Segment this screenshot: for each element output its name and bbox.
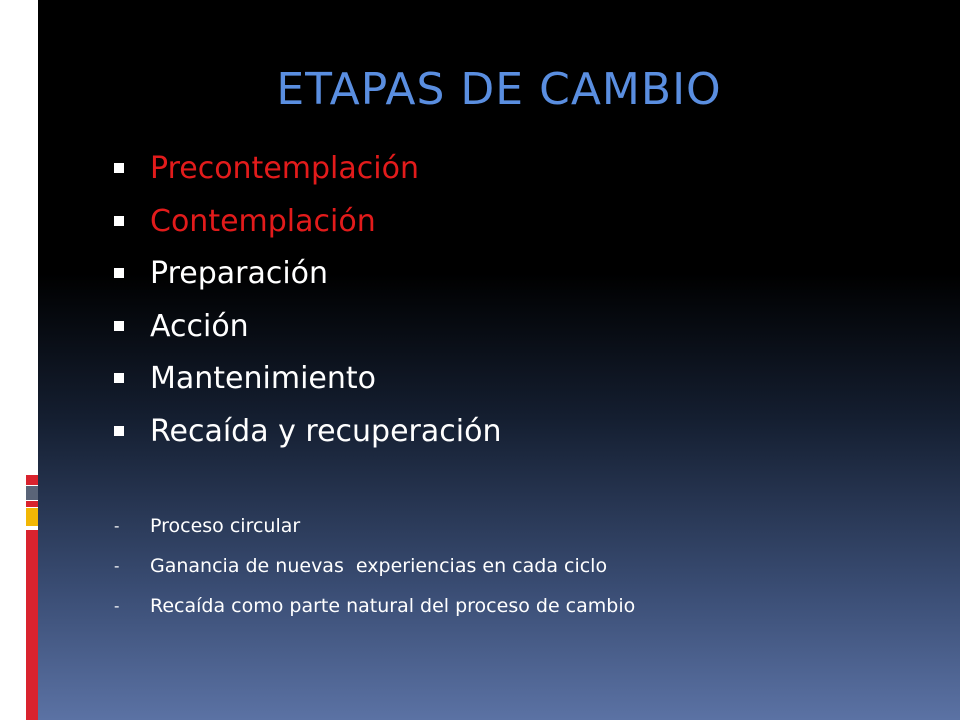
note-text: Proceso circular (150, 515, 301, 537)
square-bullet-icon (114, 426, 124, 436)
stage-label: Recaída y recuperación (150, 413, 502, 449)
stage-label: Contemplación (150, 203, 376, 239)
accent-red-bar (26, 475, 38, 485)
square-bullet-icon (114, 216, 124, 226)
stage-label: Acción (150, 308, 249, 344)
list-item-precontemplacion (114, 146, 501, 199)
note-text: Recaída como parte natural del proceso de cambio (150, 595, 636, 617)
note-item (114, 550, 635, 590)
accent-red-bar-2 (26, 501, 38, 507)
stage-label: Precontemplación (150, 151, 419, 186)
dash-marker: - (114, 597, 120, 615)
square-bullet-icon (114, 373, 124, 383)
stage-label: Preparación (150, 256, 329, 291)
stage-label: Mantenimiento (150, 361, 376, 396)
accent-red-bar-3 (26, 530, 38, 720)
square-bullet-icon (114, 163, 124, 173)
left-decorative-band (0, 0, 38, 720)
list-item-contemplacion (114, 199, 501, 252)
note-item (114, 590, 635, 630)
note-item (114, 510, 635, 550)
accent-yellow-bar (26, 508, 38, 526)
notes-list (114, 510, 635, 630)
list-item-recaida (114, 409, 501, 462)
dash-marker: - (114, 557, 120, 575)
list-item-preparacion (114, 251, 501, 304)
slide-title: ETAPAS DE CAMBIO (276, 64, 722, 115)
list-item-mantenimiento (114, 356, 501, 409)
accent-gray-bar (26, 486, 38, 500)
slide (38, 0, 960, 720)
note-text: Ganancia de nuevas experiencias en cada ciclo (150, 555, 608, 577)
list-item-accion (114, 304, 501, 357)
stages-list (114, 146, 501, 461)
dash-marker: - (114, 517, 120, 535)
square-bullet-icon (114, 268, 124, 278)
square-bullet-icon (114, 321, 124, 331)
